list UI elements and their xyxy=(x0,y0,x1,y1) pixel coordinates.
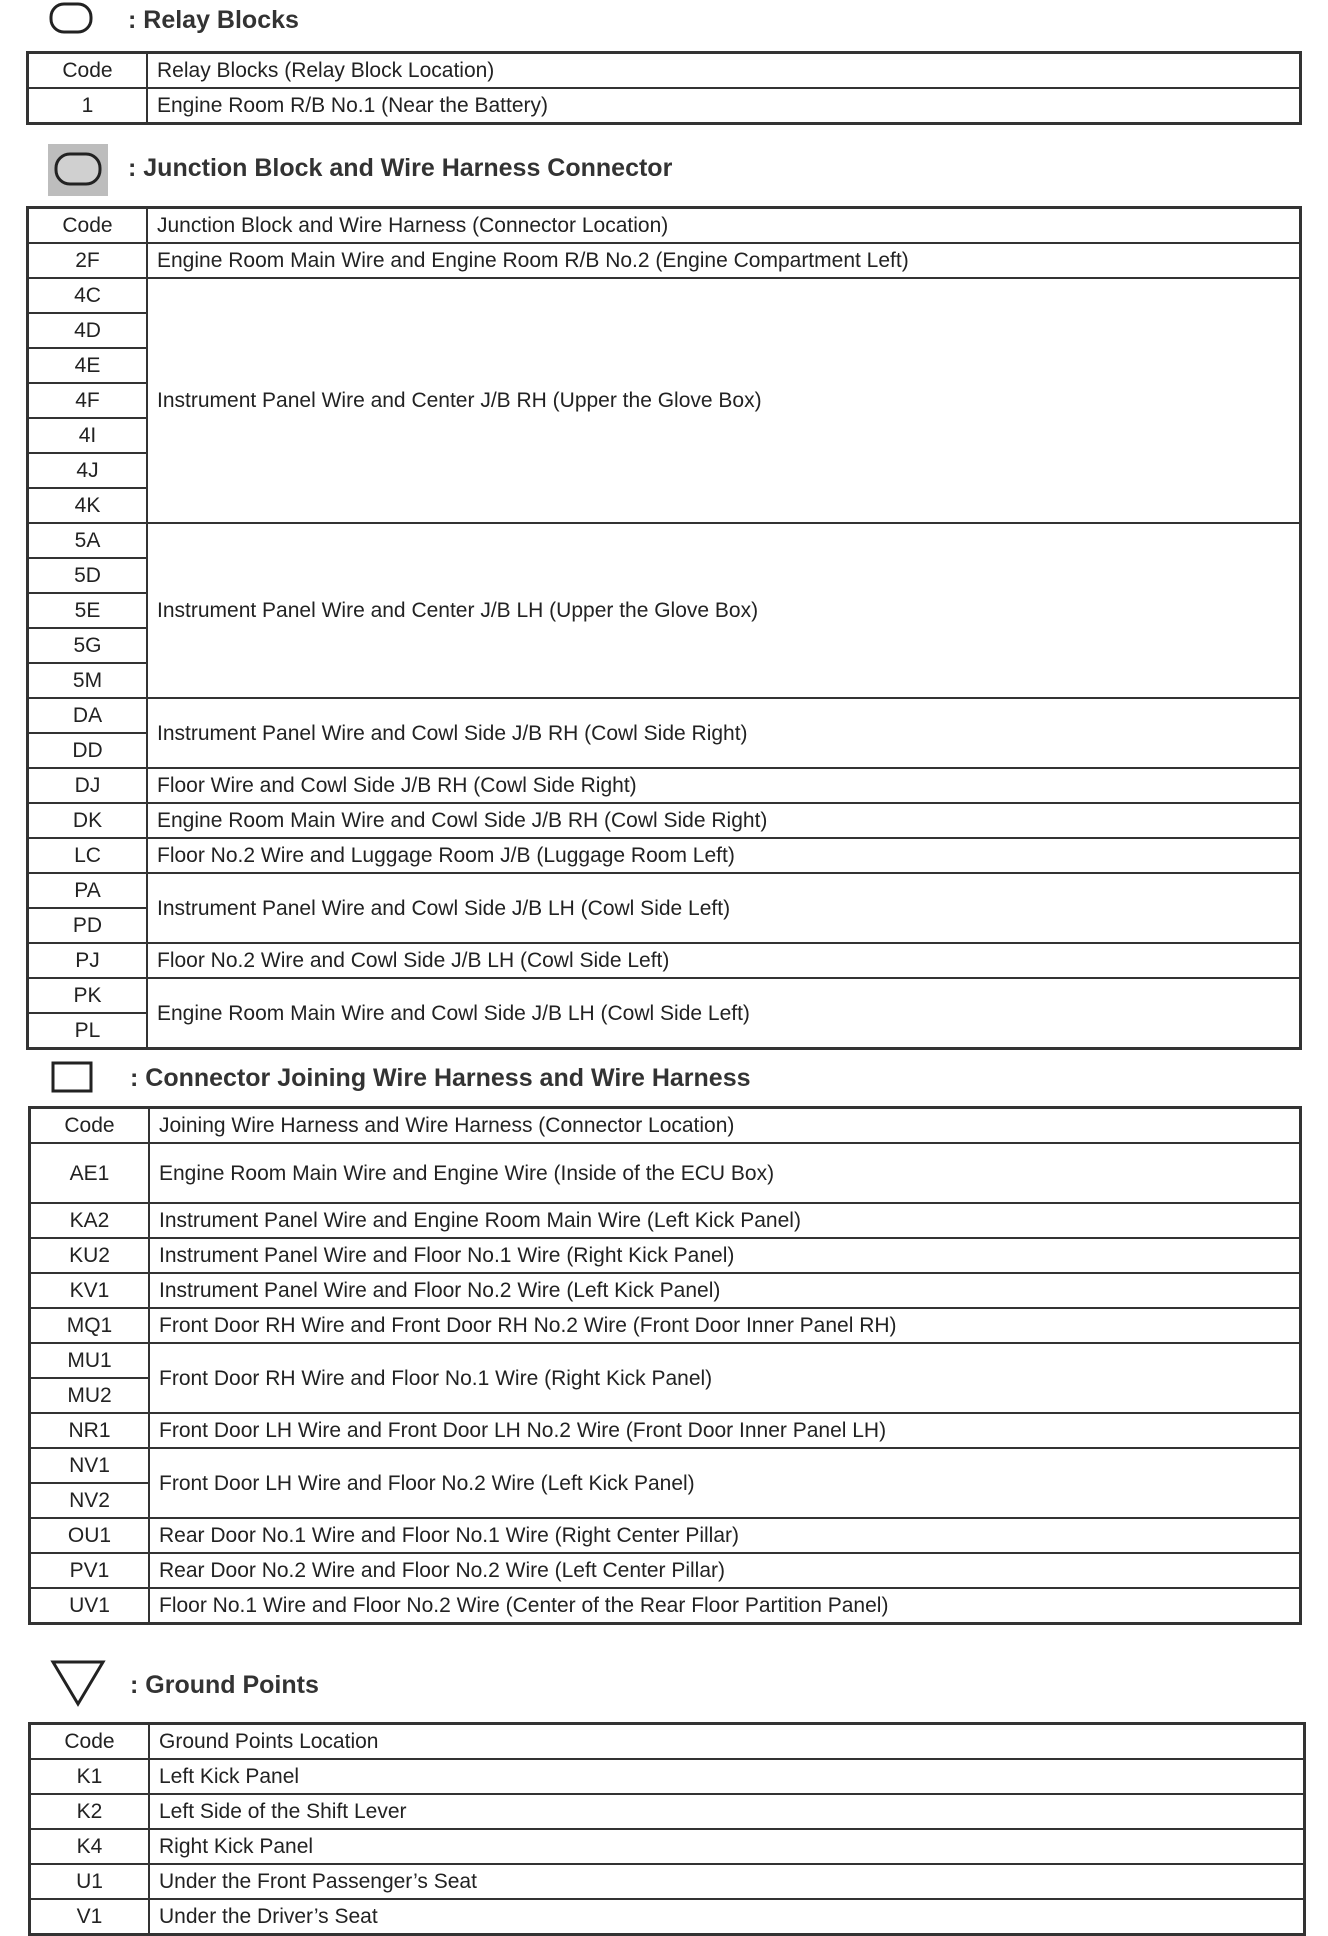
code-cell: AE1 xyxy=(30,1143,150,1203)
location-cell: Engine Room Main Wire and Cowl Side J/B LH (Cowl Side Left) xyxy=(147,978,1301,1049)
code-cell: 4D xyxy=(28,313,148,348)
junction-block-title: : Junction Block and Wire Harness Connector xyxy=(128,154,673,182)
code-cell: MU2 xyxy=(30,1378,150,1413)
location-cell: Instrument Panel Wire and Floor No.1 Wire (Right Kick Panel) xyxy=(149,1238,1301,1273)
location-cell: Front Door LH Wire and Front Door LH No.2 Wire (Front Door Inner Panel LH) xyxy=(149,1413,1301,1448)
code-header: Code xyxy=(28,53,148,89)
code-cell: PA xyxy=(28,873,148,908)
location-cell: Instrument Panel Wire and Center J/B RH (Upper the Glove Box) xyxy=(147,278,1301,523)
location-cell: Floor Wire and Cowl Side J/B RH (Cowl Side Right) xyxy=(147,768,1301,803)
code-cell: K2 xyxy=(30,1794,150,1829)
square-outline-icon xyxy=(50,1058,96,1096)
connector-joining-heading xyxy=(50,1058,950,1098)
ground-points-title: : Ground Points xyxy=(130,1671,319,1699)
table-row xyxy=(28,838,1301,873)
ground-points-heading xyxy=(50,1665,750,1705)
code-cell: U1 xyxy=(30,1864,150,1899)
location-cell: Floor No.1 Wire and Floor No.2 Wire (Center of the Rear Floor Partition Panel) xyxy=(149,1588,1301,1624)
table-row xyxy=(30,1829,1305,1864)
code-cell: KU2 xyxy=(30,1238,150,1273)
code-cell: UV1 xyxy=(30,1588,150,1624)
location-cell: Front Door RH Wire and Floor No.1 Wire (Right Kick Panel) xyxy=(149,1343,1301,1413)
table-row xyxy=(28,873,1301,908)
table-row xyxy=(30,1448,1301,1483)
location-cell: Engine Room Main Wire and Engine Wire (Inside of the ECU Box) xyxy=(149,1143,1301,1203)
code-cell: NV1 xyxy=(30,1448,150,1483)
code-cell: PD xyxy=(28,908,148,943)
rounded-rect-shaded-icon xyxy=(48,144,108,196)
relay-blocks-table xyxy=(26,51,1302,125)
code-cell: 4F xyxy=(28,383,148,418)
location-cell: Instrument Panel Wire and Center J/B LH (Upper the Glove Box) xyxy=(147,523,1301,698)
code-cell: MU1 xyxy=(30,1343,150,1378)
code-cell: K4 xyxy=(30,1829,150,1864)
rounded-rect-outline-icon xyxy=(48,0,94,38)
location-cell: Instrument Panel Wire and Engine Room Main Wire (Left Kick Panel) xyxy=(149,1203,1301,1238)
code-cell: 4C xyxy=(28,278,148,313)
code-cell: OU1 xyxy=(30,1518,150,1553)
connector-joining-title: : Connector Joining Wire Harness and Wire Harness xyxy=(130,1064,751,1092)
code-cell: V1 xyxy=(30,1899,150,1935)
code-cell: 1 xyxy=(28,88,148,124)
table-row xyxy=(30,1308,1301,1343)
table-row xyxy=(30,1413,1301,1448)
table-row xyxy=(28,243,1301,278)
table-row xyxy=(28,278,1301,313)
code-cell: PK xyxy=(28,978,148,1013)
table-row xyxy=(30,1273,1301,1308)
code-cell: DJ xyxy=(28,768,148,803)
code-cell: MQ1 xyxy=(30,1308,150,1343)
location-cell: Floor No.2 Wire and Cowl Side J/B LH (Cowl Side Left) xyxy=(147,943,1301,978)
code-cell: 5G xyxy=(28,628,148,663)
table-header-row xyxy=(28,53,1301,89)
table-row xyxy=(28,943,1301,978)
table-header-row xyxy=(30,1108,1301,1144)
location-cell: Rear Door No.2 Wire and Floor No.2 Wire (Left Center Pillar) xyxy=(149,1553,1301,1588)
ground-points-table xyxy=(28,1722,1306,1936)
code-cell: 4E xyxy=(28,348,148,383)
code-cell: 2F xyxy=(28,243,148,278)
table-row xyxy=(30,1864,1305,1899)
table-header-row xyxy=(30,1724,1305,1760)
code-cell: NV2 xyxy=(30,1483,150,1518)
code-cell: LC xyxy=(28,838,148,873)
code-header: Code xyxy=(28,208,148,244)
code-cell: DK xyxy=(28,803,148,838)
location-cell: Rear Door No.1 Wire and Floor No.1 Wire (Right Center Pillar) xyxy=(149,1518,1301,1553)
table-row xyxy=(30,1518,1301,1553)
location-cell: Instrument Panel Wire and Cowl Side J/B LH (Cowl Side Left) xyxy=(147,873,1301,943)
location-cell: Engine Room Main Wire and Cowl Side J/B RH (Cowl Side Right) xyxy=(147,803,1301,838)
relay-blocks-title: : Relay Blocks xyxy=(128,6,299,34)
location-cell: Front Door RH Wire and Front Door RH No.2 Wire (Front Door Inner Panel RH) xyxy=(149,1308,1301,1343)
code-cell: NR1 xyxy=(30,1413,150,1448)
location-cell: Right Kick Panel xyxy=(149,1829,1305,1864)
location-header: Relay Blocks (Relay Block Location) xyxy=(147,53,1301,89)
code-cell: 5D xyxy=(28,558,148,593)
table-row xyxy=(28,978,1301,1013)
code-cell: K1 xyxy=(30,1759,150,1794)
triangle-down-icon xyxy=(50,1659,106,1707)
code-cell: KA2 xyxy=(30,1203,150,1238)
code-cell: PV1 xyxy=(30,1553,150,1588)
location-header: Junction Block and Wire Harness (Connector Location) xyxy=(147,208,1301,244)
table-row xyxy=(30,1759,1305,1794)
location-cell: Front Door LH Wire and Floor No.2 Wire (Left Kick Panel) xyxy=(149,1448,1301,1518)
table-row xyxy=(28,88,1301,124)
table-row xyxy=(28,768,1301,803)
location-cell: Under the Front Passenger’s Seat xyxy=(149,1864,1305,1899)
location-cell: Instrument Panel Wire and Floor No.2 Wire (Left Kick Panel) xyxy=(149,1273,1301,1308)
code-header: Code xyxy=(30,1724,150,1760)
table-row xyxy=(30,1238,1301,1273)
location-cell: Floor No.2 Wire and Luggage Room J/B (Luggage Room Left) xyxy=(147,838,1301,873)
code-cell: DA xyxy=(28,698,148,733)
code-cell: 4J xyxy=(28,453,148,488)
table-row xyxy=(28,803,1301,838)
junction-block-table xyxy=(26,206,1302,1050)
table-row xyxy=(28,698,1301,733)
code-header: Code xyxy=(30,1108,150,1144)
code-cell: PJ xyxy=(28,943,148,978)
location-cell: Instrument Panel Wire and Cowl Side J/B RH (Cowl Side Right) xyxy=(147,698,1301,768)
table-row xyxy=(30,1343,1301,1378)
table-row xyxy=(30,1899,1305,1935)
code-cell: PL xyxy=(28,1013,148,1049)
location-cell: Left Kick Panel xyxy=(149,1759,1305,1794)
table-row xyxy=(30,1794,1305,1829)
table-row xyxy=(30,1588,1301,1624)
table-row xyxy=(30,1203,1301,1238)
code-cell: 5M xyxy=(28,663,148,698)
location-cell: Engine Room R/B No.1 (Near the Battery) xyxy=(147,88,1301,124)
code-cell: 5E xyxy=(28,593,148,628)
table-header-row xyxy=(28,208,1301,244)
location-cell: Under the Driver’s Seat xyxy=(149,1899,1305,1935)
code-cell: 5A xyxy=(28,523,148,558)
code-cell: 4K xyxy=(28,488,148,523)
connector-joining-table xyxy=(28,1106,1302,1625)
relay-blocks-heading xyxy=(48,0,748,40)
location-header: Joining Wire Harness and Wire Harness (Connector Location) xyxy=(149,1108,1301,1144)
code-cell: KV1 xyxy=(30,1273,150,1308)
junction-block-heading xyxy=(48,148,948,188)
location-cell: Engine Room Main Wire and Engine Room R/B No.2 (Engine Compartment Left) xyxy=(147,243,1301,278)
code-cell: DD xyxy=(28,733,148,768)
table-row xyxy=(28,523,1301,558)
code-cell: 4I xyxy=(28,418,148,453)
location-cell: Left Side of the Shift Lever xyxy=(149,1794,1305,1829)
location-header: Ground Points Location xyxy=(149,1724,1305,1760)
table-row xyxy=(30,1553,1301,1588)
table-row xyxy=(30,1143,1301,1203)
